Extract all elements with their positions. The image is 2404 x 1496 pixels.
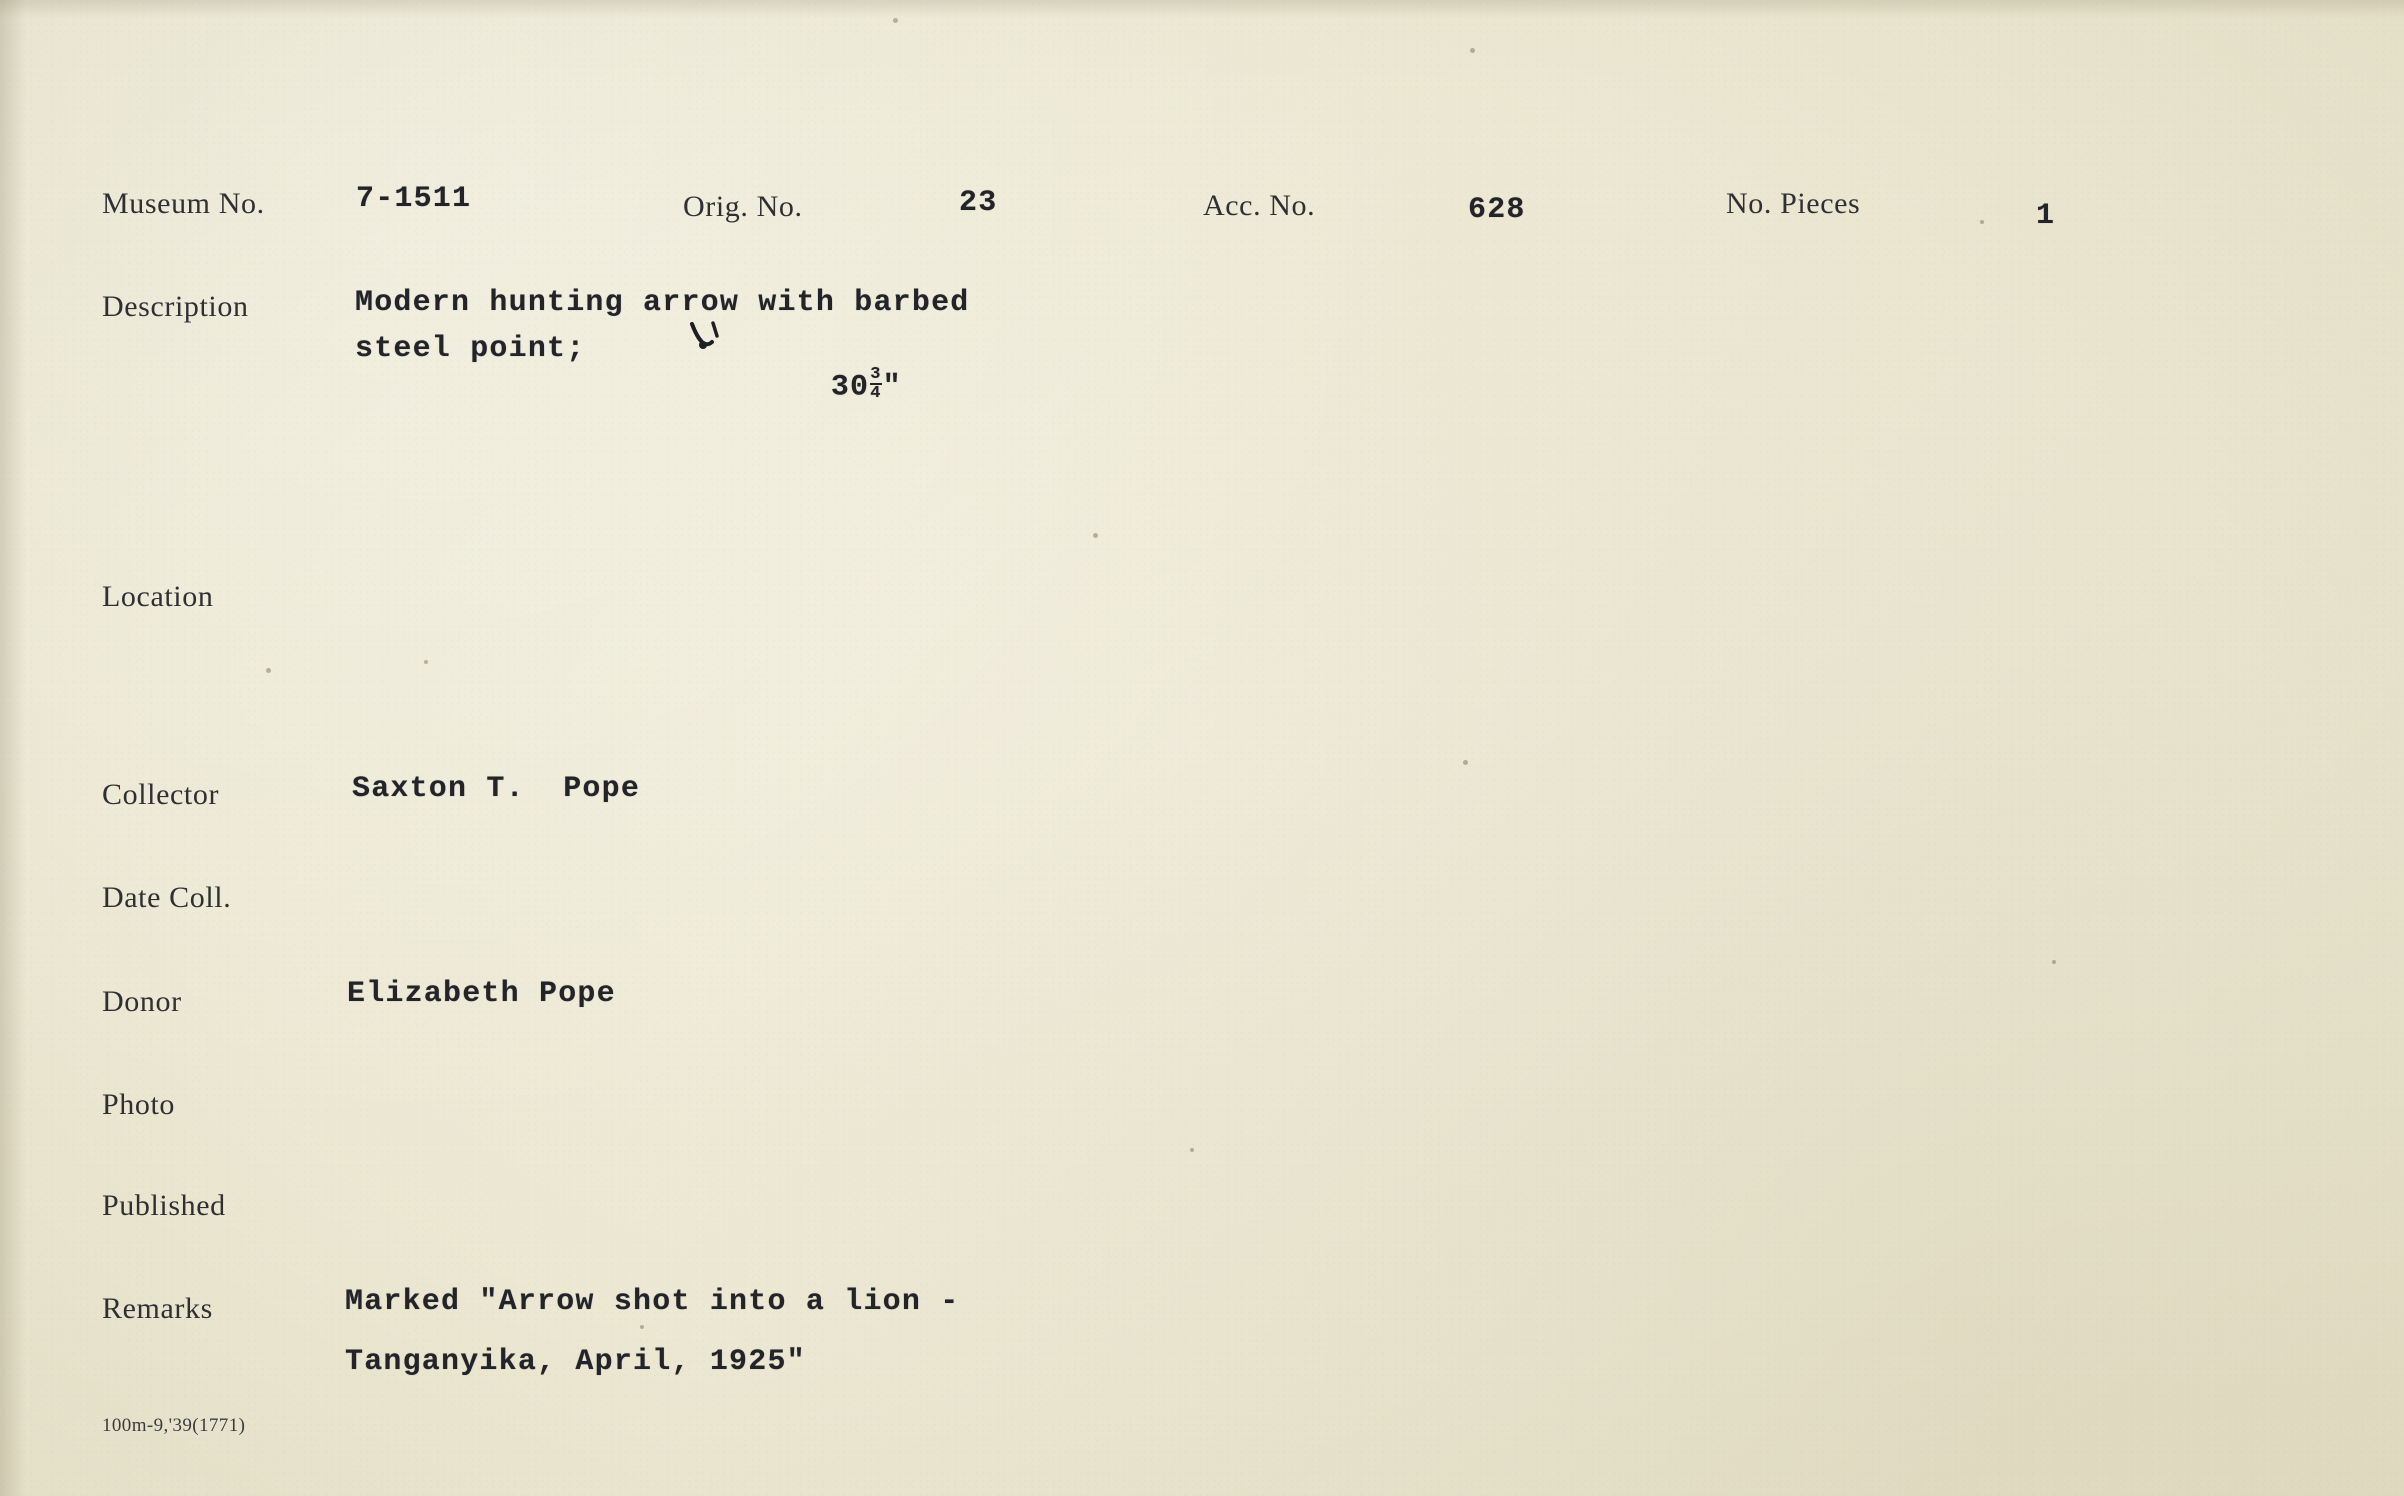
date-coll-label: Date Coll. xyxy=(102,881,232,914)
orig-no-value: 23 xyxy=(959,186,998,220)
paper-speck xyxy=(893,18,898,23)
description-length-fraction xyxy=(870,366,881,402)
paper-speck xyxy=(1470,48,1475,53)
description-length-number: 30 xyxy=(830,370,870,405)
fraction-numerator: 3 xyxy=(870,365,882,384)
no-pieces-value: 1 xyxy=(2036,199,2056,233)
remarks-value-line-1: Marked "Arrow shot into a lion - xyxy=(345,1285,960,1319)
paper-speck xyxy=(424,660,428,664)
handwritten-ink-mark xyxy=(686,318,732,354)
paper-speck xyxy=(2052,960,2056,964)
remarks-value-line-2: Tanganyika, April, 1925" xyxy=(345,1345,806,1379)
collector-value: Saxton T. Pope xyxy=(352,772,641,806)
no-pieces-label: No. Pieces xyxy=(1726,187,1861,220)
fraction-denominator: 4 xyxy=(870,384,882,403)
published-label: Published xyxy=(102,1189,226,1222)
description-length-unit: " xyxy=(882,370,902,405)
paper-speck xyxy=(266,668,271,673)
location-label: Location xyxy=(102,580,214,613)
paper-speck xyxy=(640,1325,644,1329)
printing-code: 100m-9,'39(1771) xyxy=(102,1415,246,1436)
paper-speck xyxy=(1980,220,1984,224)
acc-no-label: Acc. No. xyxy=(1203,189,1316,222)
paper-edge-shadow-top xyxy=(0,0,2404,18)
acc-no-value: 628 xyxy=(1468,193,1526,227)
paper-speck xyxy=(1093,533,1098,538)
remarks-label: Remarks xyxy=(102,1292,213,1325)
museum-no-value: 7-1511 xyxy=(356,182,472,216)
description-value-line-2-prefix: steel point; xyxy=(355,332,586,366)
paper-edge-shadow-left xyxy=(0,0,26,1496)
collector-label: Collector xyxy=(102,778,220,811)
paper-speck xyxy=(1190,1148,1194,1152)
paper-speck xyxy=(1463,760,1468,765)
description-label: Description xyxy=(102,290,249,323)
description-value-line-1: Modern hunting arrow with barbed xyxy=(355,286,970,320)
donor-label: Donor xyxy=(102,985,182,1018)
museum-no-label: Museum No. xyxy=(102,187,265,220)
orig-no-label: Orig. No. xyxy=(683,190,803,223)
donor-value: Elizabeth Pope xyxy=(347,977,616,1011)
photo-label: Photo xyxy=(102,1088,176,1121)
description-length xyxy=(754,332,902,438)
